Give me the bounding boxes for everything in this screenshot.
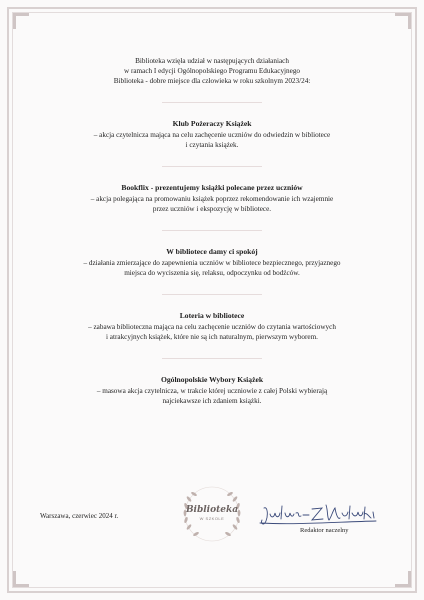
intro-text — [30, 56, 394, 86]
divider — [162, 230, 262, 231]
section-title: Loteria w bibliotece — [179, 311, 245, 320]
signature-scribble — [256, 500, 381, 528]
divider — [162, 294, 262, 295]
seal-logo — [172, 483, 252, 545]
section-title: Ogólnopolskie Wybory Książek — [160, 375, 264, 384]
section-spokoj — [30, 247, 394, 278]
section-title: Bookflix - prezentujemy książki polecane przez uczniów — [121, 183, 303, 192]
section-description: – akcja polegająca na promowaniu książek poprzez rekomendowanie ich wzajemnie — [90, 195, 334, 203]
section-bookflix — [30, 183, 394, 214]
section-description: – masowa akcja czytelnicza, w trakcie której uczniowie z całej Polski wybierają — [96, 387, 328, 395]
section-wybory — [30, 375, 394, 406]
handwritten-signature — [256, 500, 381, 528]
section-description: miejsca do wyciszenia się, relaksu, odpoczynku od bodźców. — [124, 269, 300, 277]
place-date: Warszawa, czerwiec 2024 r. — [40, 512, 119, 520]
section-description: – akcja czytelnicza mająca na celu zachęcenie uczniów do odwiedzin w bibliotece — [93, 131, 331, 139]
section-description: przez uczniów i ekspozycję w bibliotece. — [152, 205, 272, 213]
intro-line: Biblioteka wzięła udział w następujących działaniach — [135, 57, 289, 65]
section-description: – działania zmierzające do zapewnienia uczniów w bibliotece bezpiecznego, przyjaznego — [83, 259, 341, 267]
section-title: W bibliotece damy ci spokój — [166, 247, 258, 256]
intro-line: w ramach I edycji Ogólnopolskiego Programu Edukacyjnego — [123, 67, 301, 75]
section-description: i czytania książek. — [185, 141, 239, 149]
intro-line: Biblioteka - dobre miejsce dla człowieka w roku szkolnym 2023/24: — [113, 77, 311, 85]
section-title: Klub Pożeraczy Książek — [172, 119, 252, 128]
divider — [162, 102, 262, 103]
section-description: – zabawa biblioteczna mająca na celu zachęcenie uczniów do czytania wartościowych — [88, 323, 336, 331]
section-description: najciekawsze ich zdaniem książki. — [162, 397, 262, 405]
certificate-content — [30, 56, 394, 406]
section-description: i atrakcyjnych książek, które nie są ich naturalnym, pierwszym wyborem. — [106, 333, 318, 341]
divider — [162, 358, 262, 359]
editor-role: Redaktor naczelny — [300, 527, 349, 534]
section-loteria — [30, 311, 394, 342]
divider — [162, 166, 262, 167]
seal-title: Biblioteka — [185, 505, 239, 515]
section-klub-pozeraczy — [30, 119, 394, 150]
seal-subtitle: W SZKOLE — [199, 516, 225, 521]
